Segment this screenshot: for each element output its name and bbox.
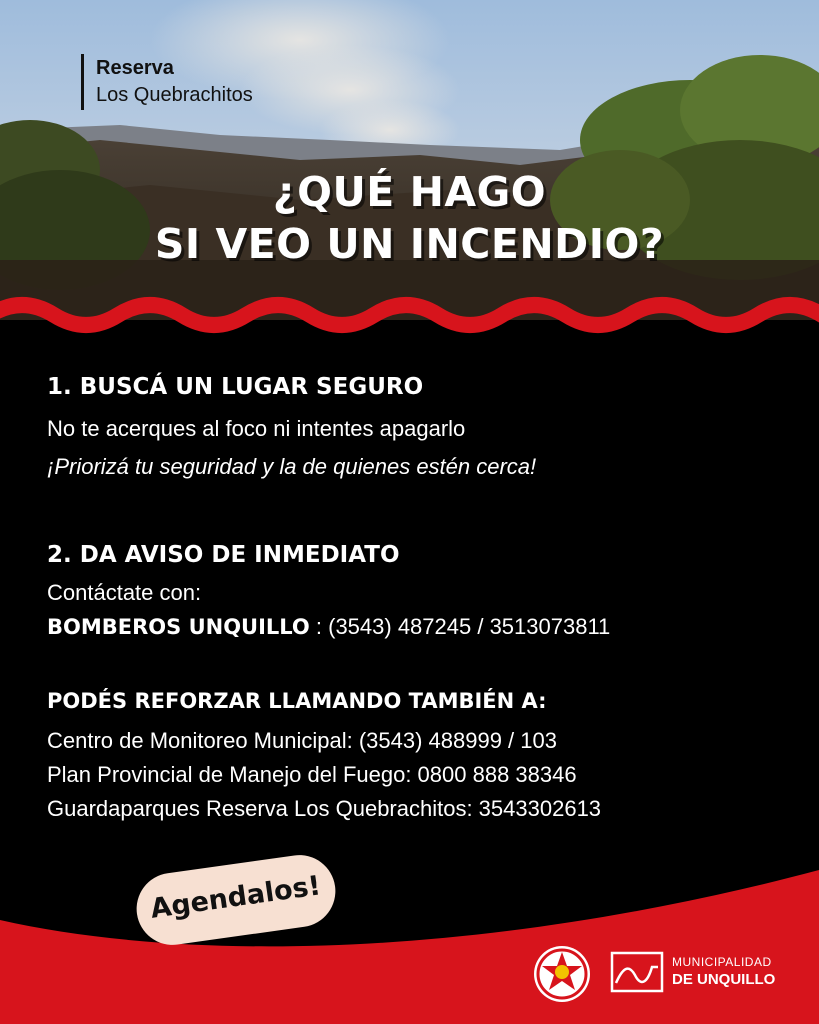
headline-line1: ¿QUÉ HAGO xyxy=(272,168,547,216)
reinforce-item: Guardaparques Reserva Los Quebrachitos: 3543302613 xyxy=(47,796,602,821)
reinforce-item: Centro de Monitoreo Municipal: (3543) 488999 / 103 xyxy=(47,728,557,753)
municipality-logo-icon xyxy=(610,951,664,993)
hero-photo xyxy=(0,0,819,320)
firefighters-phone: : (3543) 487245 / 3513073811 xyxy=(309,614,611,639)
headline xyxy=(0,166,819,270)
step1-title: 1. BUSCÁ UN LUGAR SEGURO xyxy=(47,374,424,400)
step2-title: 2. DA AVISO DE INMEDIATO xyxy=(47,542,400,568)
brand-line2: Los Quebrachitos xyxy=(96,84,253,106)
firefighters-name: BOMBEROS UNQUILLO xyxy=(47,615,310,639)
firefighters-badge-icon xyxy=(532,944,592,1004)
municipality-line2: DE UNQUILLO xyxy=(672,971,776,988)
step2-contact xyxy=(47,610,610,644)
brand-line1: Reserva xyxy=(96,57,174,79)
municipality-line1: MUNICIPALIDAD xyxy=(672,955,772,969)
sticker-text: Agendalos! xyxy=(148,870,323,925)
step1-text: No te acerques al foco ni intentes apagarlo xyxy=(47,416,466,441)
step-1 xyxy=(47,372,536,484)
headline-line2: SI VEO UN INCENDIO? xyxy=(154,220,665,268)
landscape-illustration xyxy=(0,0,819,320)
reserve-brand xyxy=(81,54,253,110)
reinforce-section xyxy=(47,686,601,826)
step1-note: ¡Priorizá tu seguridad y la de quienes estén cerca! xyxy=(47,454,537,479)
step2-intro: Contáctate con: xyxy=(47,580,202,605)
reinforce-item: Plan Provincial de Manejo del Fuego: 0800 888 38346 xyxy=(47,762,577,787)
reinforce-title: PODÉS REFORZAR LLAMANDO TAMBIÉN A: xyxy=(47,689,547,713)
step-2 xyxy=(47,540,610,644)
red-wave-divider xyxy=(0,290,819,340)
red-bottom-band xyxy=(0,860,819,1024)
municipality-name xyxy=(672,954,775,990)
